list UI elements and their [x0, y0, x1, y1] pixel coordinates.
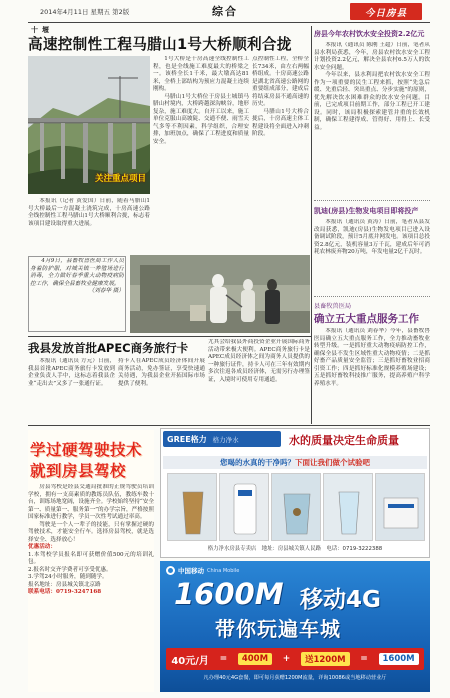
total-data: 1600M	[379, 653, 419, 665]
gree-brand-box	[163, 431, 281, 447]
gree-water-purifier-ad	[160, 428, 430, 558]
story1-kicker: 十堰	[31, 26, 53, 34]
ad-paragraph: 房县驾校是经县交通局批准的正规驾驶员培训学校，拥有一支高素质的教练员队伍，教练车数十台，训练场地宽阔，设施齐全。学校始终坚持“安全第一、质量第一、服务第一”的办学宗旨，严格按照国家标准进行教学，学员一次性考试通过率高。	[28, 484, 154, 520]
gree-brand: GREE格力	[167, 434, 207, 444]
driving-school-ad-body	[28, 484, 154, 690]
story1-paragraph: 马腊山1号大桥位于房县土城镇马腊山村境内，大桥跨越深沟峡谷，地形复杂，施工难度大。自开工以来，施工单位克服山高坡陡、交通不便、雨雪天气多等不利因素，科学组织，合理安排，加班加点，确保了工程进度和质量安全。	[153, 93, 249, 145]
story5-paragraph: 本报讯（通讯员 方元）日前，我县首批APEC商务旅行卡发放到企业负责人手中，这标志着我县企业“走出去”又多了一张通行证。	[28, 358, 115, 387]
promo-item: 3.学驾24小时服务，随到随学。	[28, 574, 108, 580]
story4-headline: 确立五大重点服务工作	[314, 313, 419, 325]
ad-paragraph: 驾驶是一个人一辈子的技能，只有掌握过硬的驾驶技术，才能安全行车。选择房县驾校，就是选择安全、选择放心！	[28, 521, 154, 543]
gree-question: 您喝的水真的干净吗？	[220, 458, 295, 467]
story-separator	[314, 296, 430, 297]
driving-school-ad	[28, 430, 154, 692]
photo-credit: （刘春华 摄）	[88, 288, 124, 294]
disinfection-workers-photo	[130, 255, 310, 333]
equals-sign: =	[360, 654, 368, 664]
water-test-photo	[271, 473, 321, 541]
gree-question-banner	[163, 456, 427, 469]
photo-note-box	[28, 256, 126, 332]
photo-caption-focus-projects: 关注重点项目	[95, 174, 147, 184]
gree-product: 格力净水	[212, 435, 239, 444]
ad-tagline: 带你玩遍车城	[215, 617, 341, 641]
mobile-ad-footnote: 凡办理40元4G套餐，即可每月获赠1200M流量，详询10086或当地移动营业厅	[203, 675, 387, 681]
story3-paragraph: 本报讯（通讯员 黄涛）日前，笔者从县发改局获悉，凯迪(房县)生物发电项目已进入设备调试阶段，预计5月底并网发电。该项目总投资2.8亿元，装机容量3万千瓦，建成后年可消耗农林废弃物20万吨，年发电量2亿千瓦时。	[314, 219, 430, 255]
operator-name-en: China Mobile	[207, 567, 240, 574]
product-name: 移动4G	[300, 587, 381, 613]
plus-sign: +	[282, 654, 291, 664]
header-rule	[28, 22, 430, 23]
story5-column-2	[118, 358, 205, 422]
base-data: 400M	[238, 653, 272, 665]
story5-paragraph: 尤其会给我县外商投资企业开展国际商务活动带来极大便利。APEC商务旅行卡是APEC成员经济体之间为商务人员提供的一种旅行证件，持卡人可在三年有效期内多次往返各成员经济体，无需另行办理签证，入境时可使用专用通道。	[208, 339, 310, 383]
water-test-photo	[323, 473, 373, 541]
water-test-photo	[219, 473, 269, 541]
story3-body	[314, 219, 430, 291]
story4-kicker: 县畜牧兽医局	[314, 303, 352, 310]
ad-title-line-1: 学过硬驾驶技术	[30, 441, 143, 459]
water-test-photo	[375, 473, 425, 541]
photo-note-text: 4月9日，县畜牧兽医局工作人员身着防护服，对城关镇一养殖场进行消毒，全力做好春季重大动物疫病防控工作，确保全县畜牧业健康发展。	[30, 258, 124, 287]
china-mobile-4g-ad	[160, 561, 430, 692]
data-amount: 1600M	[174, 577, 284, 611]
story4-body	[314, 328, 430, 423]
bonus-data: 送1200M	[301, 652, 350, 666]
story5-column-3	[208, 339, 310, 422]
price-bar	[166, 648, 424, 670]
ad-section-rule	[28, 425, 430, 426]
photo-note	[30, 258, 124, 330]
story4-paragraph: 本报讯（通讯员 刘春华）今年，县畜牧兽医局确立五大重点服务工作，全力推动畜牧业转型升级。一是抓好重大动物疫病防控工作，确保全县不发生区域性重大动物疫情；二是抓好畜产品质量安全监管；三是抓好畜牧业招商引资工作；四是抓好标准化规模养殖场建设；五是抓好畜牧科技推广服务，提高养殖户科学养殖水平。	[314, 328, 430, 387]
story-separator	[314, 200, 430, 201]
story5-column-1	[28, 358, 115, 422]
story1-lead-paragraph: 本报讯（记者 黄爱国）日前，随着马腊山1号大桥最后一方混凝土浇筑完成，十房高速公路全线控制性工程马腊山1号大桥顺利合拢，标志着该项目建设取得重大进展。	[28, 198, 150, 227]
promo-item: 2.报名时交齐学费者可享受优惠。	[28, 566, 112, 573]
story1-column-b	[252, 56, 309, 253]
contact-phone: 联系电话：0719-3247168	[28, 589, 102, 595]
china-mobile-logo	[166, 566, 239, 575]
story5-headline: 我县发放首批APEC商务旅行卡	[28, 341, 189, 355]
story2-body	[314, 42, 430, 196]
ad-title-line-2: 就到房县驾校	[30, 462, 127, 480]
masthead-logo: 今日房县	[350, 3, 422, 20]
story1-paragraph: 1号大桥是十房高速全线控制性工程，也是全线施工难度最大的桥梁之一。该桥全长1千米，最大墩高达81米，全桥上部结构为预应力混凝土连续刚构。	[153, 56, 249, 92]
gree-question-cta: 下面让我们做个试验吧	[295, 458, 370, 467]
column-divider	[311, 26, 312, 424]
story1-headline: 高速控制性工程马腊山1号大桥顺利合拢	[28, 36, 292, 53]
story2-headline: 房县今年农村饮水安全投资2.2亿元	[314, 30, 425, 38]
equals-sign: =	[219, 654, 228, 664]
promo-title: 优惠活动：	[28, 544, 56, 550]
section-name: 综合	[212, 5, 238, 18]
issue-date: 2014年4月11日 星期五 第2版	[40, 8, 130, 16]
promo-item: 1.本驾校学员报名即可获赠价值500元的培训礼包。	[28, 551, 154, 565]
water-test-photo	[167, 473, 217, 541]
operator-name: 中国移动	[178, 567, 204, 575]
story5-paragraph: 持卡人在APEC成员经济体间开展商务活动，免办签证，享受快速通关待遇，为我县企业开拓国际市场提供了便利。	[118, 358, 205, 387]
story2-paragraph: 今年以来，县水利局把农村饮水安全工程作为一项重要的民生工程来抓，按照“先急后缓、先重后轻、突出重点、分步实施”的原则，优先解决饮水困难群众的饮水安全问题。目前，已完成项目前期工作，部分工程已开工建设。同时，该局积极探索建管并重的长效机制，确保工程建得成、管得好、用得上、长受益。	[314, 72, 430, 131]
gree-store-info: 格力净水房县专卖店 地址：房县城关镇人民路 电话：0719-3222388	[207, 546, 383, 552]
story1-lead	[28, 198, 150, 253]
signup-address: 报名地址：房县城关镇北京路	[28, 581, 101, 588]
story1-paragraph: 点控制性工程，全桥全长734米，由左右两幅桥组成。十房高速公路是湖北省高速公路网的重要组成部分，建成后将结束房县不通高速的历史。	[252, 56, 309, 107]
story-rule	[28, 336, 311, 337]
gree-slogan: 水的质量决定生命质量	[289, 434, 399, 447]
china-mobile-logo-icon	[166, 566, 175, 575]
story1-paragraph: 马腊山1号大桥合拢后，十房高速主体工程建设将全面进入冲刺阶段。	[252, 108, 309, 137]
plan-price: 40元/月	[171, 655, 209, 667]
story3-headline: 凯迪(房县)生物发电项目即将投产	[314, 207, 419, 215]
story1-column-a	[153, 56, 249, 253]
story2-paragraph: 本报讯（通讯员 陈刚 王超）日前，笔者从县水利局获悉，今年，房县农村饮水安全工程计划投资2.2亿元，解决全县农村6.5万人的饮水安全问题。	[314, 42, 430, 71]
